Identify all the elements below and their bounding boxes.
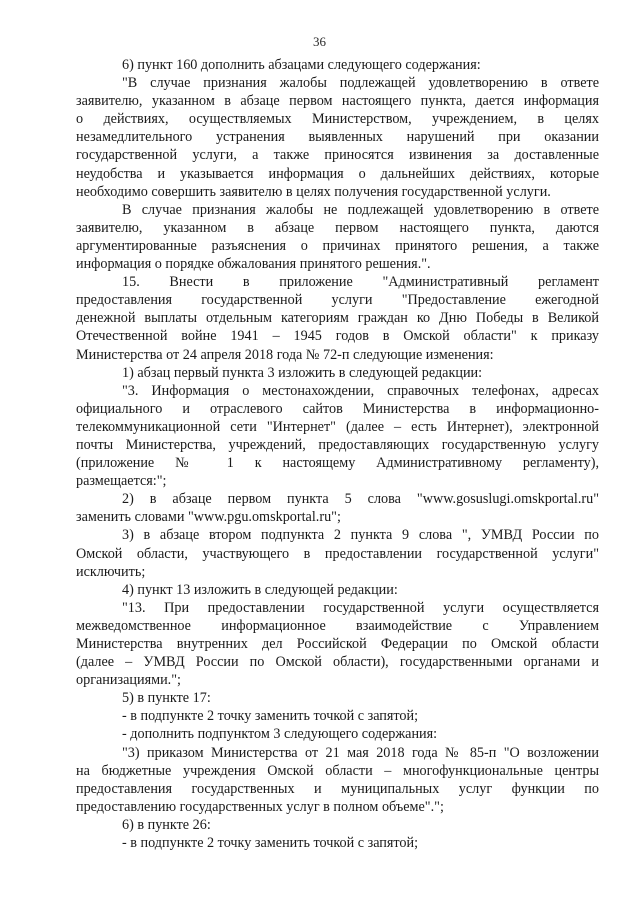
text-line: организациями."; — [76, 672, 181, 689]
paragraph — [76, 74, 599, 201]
paragraph — [76, 364, 599, 382]
paragraph — [76, 201, 599, 273]
text-line: предоставления государственных и муниципальных услуг функции по — [76, 780, 599, 797]
paragraph — [76, 725, 599, 743]
paragraph — [76, 490, 599, 526]
text-line: В случае признания жалобы не подлежащей удовлетворению в ответе — [122, 201, 599, 218]
text-line: незамедлительного устранения выявленных нарушений при оказании — [76, 129, 599, 146]
paragraph — [76, 526, 599, 580]
text-line: - в подпункте 2 точку заменить точкой с запятой; — [122, 708, 419, 725]
text-line: 2) в абзаце первом пункта 5 слова "www.gosuslugi.omskportal.ru" — [122, 491, 599, 508]
text-line: заявителю, указанном в абзаце первом настоящего пункта, даются — [76, 219, 599, 236]
text-line: 3) в абзаце втором подпункта 2 пункта 9 слова ", УМВД России по — [122, 527, 599, 544]
text-line: почты Министерства, учреждений, предоставляющих государственную услугу — [76, 436, 599, 453]
text-line: исключить; — [76, 563, 146, 580]
paragraph — [76, 599, 599, 689]
text-line: неудобства и указывается информация о дальнейших действиях, которые — [76, 165, 599, 182]
text-line: - в подпункте 2 точку заменить точкой с запятой; — [122, 835, 419, 852]
text-line: официального и отраслевого сайтов Министерства в информационно- — [76, 400, 599, 417]
paragraph — [76, 816, 599, 834]
page-number: 36 — [313, 34, 326, 49]
text-line: 6) в пункте 26: — [122, 816, 211, 833]
text-line: "В случае признания жалобы подлежащей удовлетворению в ответе — [122, 75, 599, 92]
paragraph — [76, 689, 599, 707]
text-line: Министерства внутренних дел Российской Федерации по Омской области — [76, 636, 599, 652]
text-line: "3. Информация о местонахождении, справочных телефонах, адресах — [122, 382, 599, 399]
paragraph — [76, 707, 599, 725]
text-line: заменить словами "www.pgu.omskportal.ru"; — [76, 509, 341, 526]
text-line: Министерства от 24 апреля 2018 года № 72-п следующие изменения: — [76, 346, 494, 363]
text-line: на бюджетные учреждения Омской области – многофункциональные центры — [76, 762, 599, 779]
text-line: государственной услуги, а также приносятся извинения за доставленные — [76, 147, 599, 164]
text-line: "3) приказом Министерства от 21 мая 2018 года № 85-п "О возложении — [122, 744, 599, 761]
text-line: необходимо совершить заявителю в целях получения государственной услуги. — [76, 183, 551, 200]
text-line: (далее – УМВД России по Омской области), государственными органами и — [76, 654, 599, 671]
text-line: 6) пункт 160 дополнить абзацами следующего содержания: — [122, 57, 481, 73]
text-line: о действиях, осуществляемых Министерством, учреждением, в целях — [76, 111, 599, 128]
paragraph — [76, 273, 599, 363]
text-line: межведомственное информационное взаимодействие с Управлением — [76, 617, 599, 634]
paragraph — [76, 382, 599, 491]
text-line: 5) в пункте 17: — [122, 690, 211, 707]
text-line: аргументированные разъяснения о причинах принятого решения, а также — [76, 237, 599, 254]
document-body — [76, 56, 599, 852]
text-line: Отечественной войне 1941 – 1945 годов в Омской области" к приказу — [76, 328, 599, 345]
text-line: (приложение № 1 к настоящему Административному регламенту), — [76, 455, 599, 472]
text-line: денежной выплаты отдельным категориям граждан ко Дню Победы в Великой — [76, 310, 599, 327]
text-line: 1) абзац первый пункта 3 изложить в следующей редакции: — [122, 364, 483, 381]
text-line: предоставлению государственных услуг в полном объеме"."; — [76, 798, 444, 815]
paragraph — [76, 744, 599, 816]
text-line: информация о порядке обжалования принятого решения.". — [76, 256, 431, 273]
text-line: 15. Внести в приложение "Административный регламент — [122, 274, 599, 291]
paragraph — [76, 56, 599, 74]
text-line: "13. При предоставлении государственной услуги осуществляется — [122, 599, 599, 616]
text-line: - дополнить подпунктом 3 следующего содержания: — [122, 726, 438, 743]
paragraph — [76, 581, 599, 599]
text-line: размещается:"; — [76, 473, 167, 490]
text-line: заявителю, указанном в абзаце первом настоящего пункта, дается информация — [76, 93, 599, 110]
text-line: предоставления государственной услуги "Предоставление ежегодной — [76, 292, 599, 309]
text-line: телекоммуникационной сети "Интернет" (далее – есть Интернет), электронной — [76, 418, 599, 435]
text-line: Омской области, участвующего в предоставлении государственной услуги" — [76, 545, 599, 562]
paragraph — [76, 834, 599, 852]
text-line: 4) пункт 13 изложить в следующей редакции: — [122, 581, 398, 598]
